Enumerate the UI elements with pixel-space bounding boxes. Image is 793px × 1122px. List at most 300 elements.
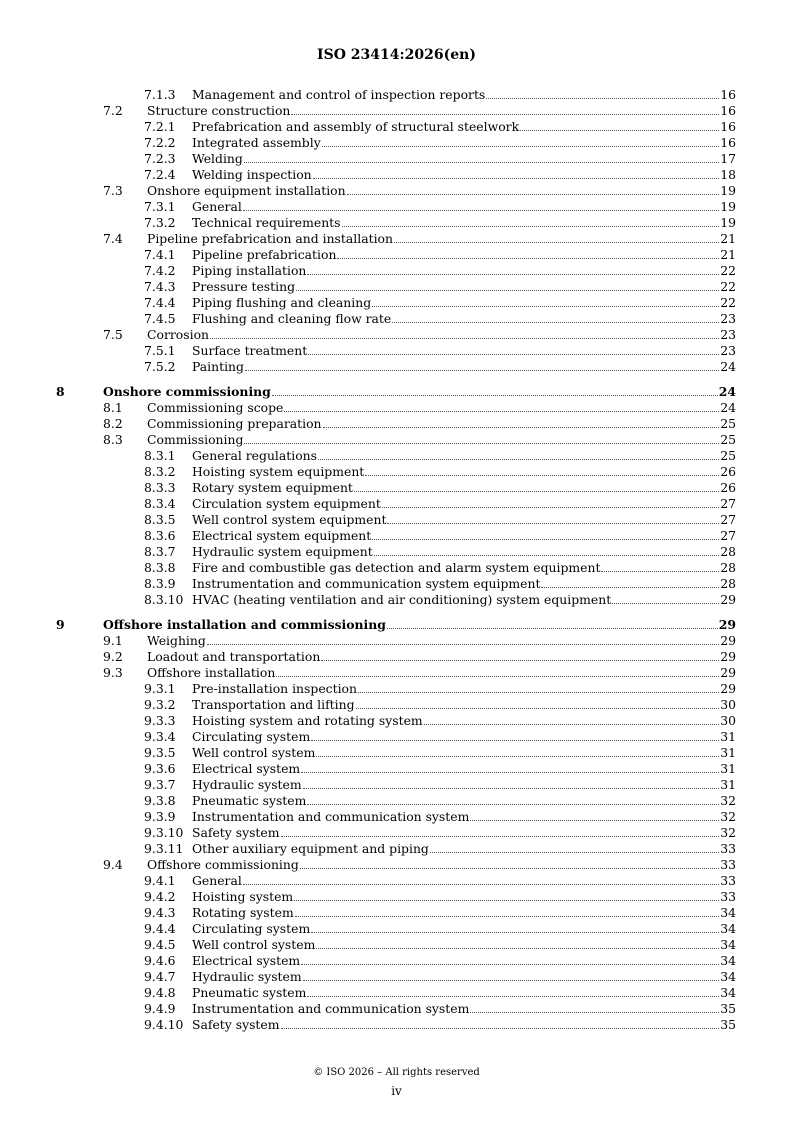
toc-entry-number: 9.4.10 [144, 1017, 184, 1032]
toc-entry[interactable] [0, 713, 793, 729]
toc-entry[interactable] [0, 777, 793, 793]
toc-entry[interactable] [0, 1017, 793, 1033]
toc-entry-line [192, 592, 736, 608]
toc-entry-page: 23 [720, 343, 736, 358]
toc-entry[interactable] [0, 889, 793, 905]
toc-entry-title: Painting [192, 359, 244, 374]
toc-entry-line [192, 480, 736, 496]
toc-entry-title: Management and control of inspection reports [192, 87, 486, 102]
toc-entry-page: 30 [720, 697, 736, 712]
toc-entry-page: 34 [720, 905, 736, 920]
toc-entry-page: 26 [720, 480, 736, 495]
toc-entry[interactable] [0, 969, 793, 985]
toc-entry-line [147, 103, 736, 119]
dot-leader [354, 491, 719, 492]
toc-entry-title: Weighing [147, 633, 206, 648]
toc-entry[interactable] [0, 512, 793, 528]
toc-entry[interactable] [0, 215, 793, 231]
dot-leader [307, 804, 719, 805]
toc-entry-line [147, 327, 736, 343]
toc-entry[interactable] [0, 263, 793, 279]
toc-entry-page: 35 [720, 1017, 736, 1032]
toc-entry-page: 16 [720, 119, 736, 134]
toc-entry-page: 19 [720, 183, 736, 198]
toc-entry-line [192, 697, 736, 713]
dot-leader [244, 443, 719, 444]
dot-leader [372, 306, 719, 307]
toc-entry-number: 8.3.9 [144, 576, 176, 591]
toc-entry-number: 9.3.4 [144, 729, 176, 744]
toc-entry[interactable] [0, 400, 793, 416]
toc-entry-line [192, 87, 736, 103]
toc-entry-number: 7.4.4 [144, 295, 176, 310]
toc-entry[interactable] [0, 617, 793, 633]
toc-entry-number: 8.3 [103, 432, 123, 447]
toc-entry[interactable] [0, 937, 793, 953]
toc-entry-title: Welding inspection [192, 167, 312, 182]
toc-entry-page: 34 [720, 953, 736, 968]
toc-entry[interactable] [0, 560, 793, 576]
toc-entry-page: 22 [720, 279, 736, 294]
dot-leader [322, 146, 720, 147]
toc-entry-title: Rotary system equipment [192, 480, 353, 495]
toc-entry-line [192, 953, 736, 969]
toc-entry-line [147, 183, 736, 199]
toc-entry[interactable] [0, 729, 793, 745]
toc-entry[interactable] [0, 544, 793, 560]
toc-entry-page: 33 [720, 857, 736, 872]
toc-entry-number: 7.4.2 [144, 263, 176, 278]
toc-entry-number: 7.4.5 [144, 311, 176, 326]
toc-entry-title: Fire and combustible gas detection and alarm system equipment [192, 560, 601, 575]
toc-entry-title: Safety system [192, 825, 280, 840]
toc-entry-number: 7.5 [103, 327, 123, 342]
dot-leader [294, 900, 719, 901]
dot-leader [470, 820, 719, 821]
toc-entry[interactable] [0, 576, 793, 592]
toc-entry-title: Circulating system [192, 729, 311, 744]
toc-entry-number: 8.2 [103, 416, 123, 431]
toc-entry[interactable] [0, 905, 793, 921]
toc-entry-number: 8.3.5 [144, 512, 176, 527]
toc-entry-page: 18 [720, 167, 736, 182]
toc-entry-line [192, 512, 736, 528]
toc-entry-title: Pre-installation inspection [192, 681, 357, 696]
dot-leader [612, 603, 719, 604]
toc-entry-line [192, 889, 736, 905]
dot-leader [321, 660, 719, 661]
toc-entry-number: 9 [56, 617, 65, 632]
toc-entry[interactable] [0, 279, 793, 295]
toc-entry-number: 9.3.11 [144, 841, 184, 856]
toc-entry-title: Commissioning preparation [147, 416, 322, 431]
toc-entry-number: 8.3.1 [144, 448, 176, 463]
toc-entry-page: 34 [720, 937, 736, 952]
toc-entry-title: Electrical system [192, 953, 301, 968]
toc-entry-page: 33 [720, 841, 736, 856]
toc-entry-page: 34 [720, 921, 736, 936]
toc-entry-number: 9.4.6 [144, 953, 176, 968]
toc-entry-number: 7.4.1 [144, 247, 176, 262]
dot-leader [316, 756, 719, 757]
dot-leader [295, 916, 719, 917]
toc-entry-page: 31 [720, 777, 736, 792]
toc-entry[interactable] [0, 359, 793, 375]
dot-leader [303, 788, 720, 789]
toc-entry-number: 9.4.9 [144, 1001, 176, 1016]
toc-entry[interactable] [0, 343, 793, 359]
dot-leader [311, 740, 719, 741]
toc-entry-title: Onshore commissioning [103, 384, 271, 399]
toc-entry[interactable] [0, 384, 793, 400]
toc-entry-title: Surface treatment [192, 343, 308, 358]
toc-entry-page: 24 [720, 359, 736, 374]
toc-entry[interactable] [0, 665, 793, 681]
toc-entry-number: 7.3 [103, 183, 123, 198]
toc-entry-number: 8.3.4 [144, 496, 176, 511]
toc-entry-line [192, 681, 736, 697]
dot-leader [301, 772, 719, 773]
toc-entry[interactable] [0, 416, 793, 432]
toc-entry[interactable] [0, 985, 793, 1001]
toc-entry-number: 9.4.5 [144, 937, 176, 952]
toc-entry-number: 7.2.3 [144, 151, 176, 166]
page-number: iv [391, 1084, 402, 1098]
toc-entry[interactable] [0, 697, 793, 713]
dot-leader [307, 996, 719, 997]
toc-entry-title: Pressure testing [192, 279, 296, 294]
dot-leader [374, 555, 719, 556]
toc-entry-page: 21 [720, 231, 736, 246]
dot-leader [541, 587, 719, 588]
dot-leader [303, 980, 720, 981]
toc-entry-title: Welding [192, 151, 243, 166]
toc-entry-line [192, 311, 736, 327]
toc-entry[interactable] [0, 825, 793, 841]
toc-entry-number: 9.3.3 [144, 713, 176, 728]
toc-entry-page: 33 [720, 889, 736, 904]
toc-entry[interactable] [0, 841, 793, 857]
dot-leader [243, 884, 719, 885]
toc-entry-number: 8.3.3 [144, 480, 176, 495]
dot-leader [316, 948, 719, 949]
toc-entry-title: Hoisting system [192, 889, 294, 904]
toc-entry-title: General [192, 199, 242, 214]
toc-entry-line [192, 809, 736, 825]
toc-entry-line [192, 937, 736, 953]
toc-entry-page: 31 [720, 761, 736, 776]
toc-entry-page: 29 [720, 592, 736, 607]
toc-entry-page: 35 [720, 1001, 736, 1016]
toc-entry-page: 22 [720, 295, 736, 310]
toc-entry-title: Loadout and transportation [147, 649, 321, 664]
toc-entry-page: 19 [720, 199, 736, 214]
toc-entry-number: 9.4.7 [144, 969, 176, 984]
toc-entry-page: 30 [720, 713, 736, 728]
toc-entry-page: 16 [720, 103, 736, 118]
toc-entry[interactable] [0, 464, 793, 480]
dot-leader [210, 338, 719, 339]
dot-leader [245, 370, 719, 371]
dot-leader [311, 932, 719, 933]
dot-leader [300, 868, 719, 869]
toc-entry-title: Instrumentation and communication system [192, 809, 470, 824]
toc-entry[interactable] [0, 311, 793, 327]
dot-leader [313, 178, 720, 179]
toc-entry-page: 29 [718, 617, 736, 632]
toc-entry-page: 16 [720, 87, 736, 102]
toc-entry-number: 9.3.9 [144, 809, 176, 824]
toc-entry-line [192, 464, 736, 480]
copyright-notice: © ISO 2026 – All rights reserved [313, 1067, 480, 1078]
toc-entry-page: 33 [720, 873, 736, 888]
toc-entry[interactable] [0, 103, 793, 119]
toc-entry-line [192, 215, 736, 231]
toc-entry[interactable] [0, 135, 793, 151]
toc-entry[interactable] [0, 199, 793, 215]
toc-entry-number: 9.3.8 [144, 793, 176, 808]
toc-entry-page: 31 [720, 729, 736, 744]
toc-entry-line [192, 761, 736, 777]
toc-entry-number: 8.3.8 [144, 560, 176, 575]
toc-entry[interactable] [0, 761, 793, 777]
toc-entry[interactable] [0, 745, 793, 761]
toc-entry-number: 8.3.6 [144, 528, 176, 543]
toc-entry-number: 9.4.1 [144, 873, 176, 888]
dot-leader [392, 322, 719, 323]
toc-entry-page: 34 [720, 969, 736, 984]
toc-entry-line [192, 528, 736, 544]
toc-entry-page: 27 [720, 512, 736, 527]
toc-entry[interactable] [0, 448, 793, 464]
toc-entry-page: 29 [720, 649, 736, 664]
toc-entry-number: 8.3.2 [144, 464, 176, 479]
toc-entry-title: Hydraulic system [192, 777, 302, 792]
toc-entry-line [147, 416, 736, 432]
toc-entry-line [103, 617, 736, 633]
toc-entry[interactable] [0, 231, 793, 247]
toc-entry-number: 8 [56, 384, 65, 399]
toc-entry-title: Technical requirements [192, 215, 341, 230]
toc-entry-title: Offshore commissioning [147, 857, 299, 872]
toc-entry[interactable] [0, 921, 793, 937]
toc-entry-line [192, 151, 736, 167]
toc-entry[interactable] [0, 809, 793, 825]
toc-entry-page: 32 [720, 793, 736, 808]
toc-entry-page: 16 [720, 135, 736, 150]
toc-entry-line [147, 857, 736, 873]
toc-entry-line [192, 135, 736, 151]
toc-entry-title: Offshore installation [147, 665, 276, 680]
toc-entry[interactable] [0, 528, 793, 544]
toc-entry[interactable] [0, 295, 793, 311]
toc-entry-title: Piping flushing and cleaning [192, 295, 372, 310]
toc-entry-page: 25 [720, 432, 736, 447]
toc-entry-number: 9.2 [103, 649, 123, 664]
toc-entry-page: 32 [720, 809, 736, 824]
toc-entry-number: 7.2.4 [144, 167, 176, 182]
toc-entry-number: 7.1.3 [144, 87, 176, 102]
toc-entry-number: 8.3.10 [144, 592, 184, 607]
toc-entry[interactable] [0, 247, 793, 263]
toc-entry-title: Commissioning scope [147, 400, 284, 415]
dot-leader [284, 411, 719, 412]
toc-entry-title: Corrosion [147, 327, 210, 342]
table-of-contents [0, 87, 793, 1033]
toc-entry[interactable] [0, 496, 793, 512]
dot-leader [281, 1028, 720, 1029]
dot-leader [347, 194, 720, 195]
toc-entry-title: Structure construction [147, 103, 291, 118]
toc-entry-title: Piping installation [192, 263, 307, 278]
toc-entry-title: Flushing and cleaning flow rate [192, 311, 392, 326]
dot-leader [430, 852, 719, 853]
toc-entry-title: Prefabrication and assembly of structural steelwork [192, 119, 520, 134]
toc-entry-title: Rotating system [192, 905, 294, 920]
toc-entry[interactable] [0, 793, 793, 809]
toc-entry-line [147, 665, 736, 681]
toc-entry-line [192, 167, 736, 183]
toc-entry-title: Pneumatic system [192, 985, 307, 1000]
toc-entry-page: 32 [720, 825, 736, 840]
dot-leader [387, 628, 718, 629]
toc-entry-line [192, 279, 736, 295]
toc-entry-title: Commissioning [147, 432, 244, 447]
dot-leader [372, 539, 719, 540]
toc-entry-number: 9.3 [103, 665, 123, 680]
toc-entry-page: 21 [720, 247, 736, 262]
toc-entry[interactable] [0, 327, 793, 343]
dot-leader [243, 210, 719, 211]
toc-entry-line [192, 448, 736, 464]
toc-entry-line [103, 384, 736, 400]
toc-entry[interactable] [0, 633, 793, 649]
dot-leader [318, 459, 719, 460]
toc-entry-line [192, 1017, 736, 1033]
toc-entry-title: Electrical system [192, 761, 301, 776]
toc-entry-line [192, 713, 736, 729]
toc-entry[interactable] [0, 681, 793, 697]
toc-entry-number: 9.3.7 [144, 777, 176, 792]
toc-entry-page: 24 [718, 384, 736, 399]
toc-entry-number: 7.3.1 [144, 199, 176, 214]
toc-entry-page: 27 [720, 528, 736, 543]
dot-leader [382, 507, 719, 508]
dot-leader [307, 274, 719, 275]
dot-leader [337, 258, 719, 259]
toc-entry-title: Transportation and lifting [192, 697, 355, 712]
dot-leader [296, 290, 719, 291]
toc-entry-title: Hydraulic system [192, 969, 302, 984]
dot-leader [424, 724, 720, 725]
toc-entry-title: Well control system equipment [192, 512, 387, 527]
toc-entry[interactable] [0, 953, 793, 969]
toc-entry-page: 29 [720, 633, 736, 648]
toc-entry[interactable] [0, 857, 793, 873]
toc-entry-title: HVAC (heating ventilation and air conditioning) system equipment [192, 592, 612, 607]
toc-entry[interactable] [0, 592, 793, 608]
toc-entry-page: 19 [720, 215, 736, 230]
dot-leader [272, 395, 718, 396]
page-header-title: ISO 23414:2026(en) [317, 47, 476, 63]
toc-entry-page: 29 [720, 665, 736, 680]
toc-entry-page: 26 [720, 464, 736, 479]
toc-entry-line [192, 985, 736, 1001]
toc-entry[interactable] [0, 873, 793, 889]
toc-entry-line [192, 119, 736, 135]
toc-entry[interactable] [0, 183, 793, 199]
dot-leader [601, 571, 719, 572]
toc-entry-line [192, 576, 736, 592]
toc-entry-title: Onshore equipment installation [147, 183, 346, 198]
toc-entry[interactable] [0, 167, 793, 183]
toc-entry-number: 9.3.10 [144, 825, 184, 840]
dot-leader [323, 427, 720, 428]
toc-entry-title: Instrumentation and communication system [192, 1001, 470, 1016]
toc-entry[interactable] [0, 649, 793, 665]
toc-entry-number: 7.5.1 [144, 343, 176, 358]
toc-entry-line [192, 199, 736, 215]
toc-entry-title: Hoisting system equipment [192, 464, 365, 479]
toc-entry-page: 23 [720, 327, 736, 342]
toc-entry[interactable] [0, 1001, 793, 1017]
toc-entry-title: Well control system [192, 745, 316, 760]
toc-entry[interactable] [0, 119, 793, 135]
dot-leader [207, 644, 719, 645]
toc-entry-title: General [192, 873, 242, 888]
toc-entry-number: 9.4.8 [144, 985, 176, 1000]
toc-entry-line [192, 544, 736, 560]
toc-entry[interactable] [0, 87, 793, 103]
toc-entry-number: 7.4 [103, 231, 123, 246]
toc-entry-line [147, 432, 736, 448]
dot-leader [486, 98, 719, 99]
toc-entry-page: 23 [720, 311, 736, 326]
toc-entry-number: 9.4.2 [144, 889, 176, 904]
toc-entry-number: 9.3.5 [144, 745, 176, 760]
toc-entry-title: Integrated assembly [192, 135, 321, 150]
toc-entry[interactable] [0, 151, 793, 167]
toc-entry-line [192, 729, 736, 745]
dot-leader [358, 692, 719, 693]
toc-entry[interactable] [0, 432, 793, 448]
toc-entry-number: 9.3.2 [144, 697, 176, 712]
toc-entry-page: 31 [720, 745, 736, 760]
toc-entry[interactable] [0, 480, 793, 496]
toc-entry-line [192, 295, 736, 311]
toc-entry-title: Electrical system equipment [192, 528, 372, 543]
toc-entry-number: 7.5.2 [144, 359, 176, 374]
dot-leader [281, 836, 720, 837]
toc-entry-line [192, 969, 736, 985]
toc-entry-title: Hoisting system and rotating system [192, 713, 423, 728]
toc-entry-line [147, 231, 736, 247]
toc-entry-number: 9.4 [103, 857, 123, 872]
toc-entry-title: Safety system [192, 1017, 280, 1032]
dot-leader [291, 114, 719, 115]
toc-entry-page: 25 [720, 448, 736, 463]
toc-entry-number: 7.4.3 [144, 279, 176, 294]
toc-entry-title: Pipeline prefabrication and installation [147, 231, 393, 246]
dot-leader [470, 1012, 719, 1013]
toc-entry-page: 24 [720, 400, 736, 415]
toc-entry-page: 29 [720, 681, 736, 696]
dot-leader [276, 676, 719, 677]
toc-entry-line [192, 841, 736, 857]
toc-entry-line [192, 873, 736, 889]
toc-entry-title: Offshore installation and commissioning [103, 617, 386, 632]
toc-entry-number: 7.2.2 [144, 135, 176, 150]
